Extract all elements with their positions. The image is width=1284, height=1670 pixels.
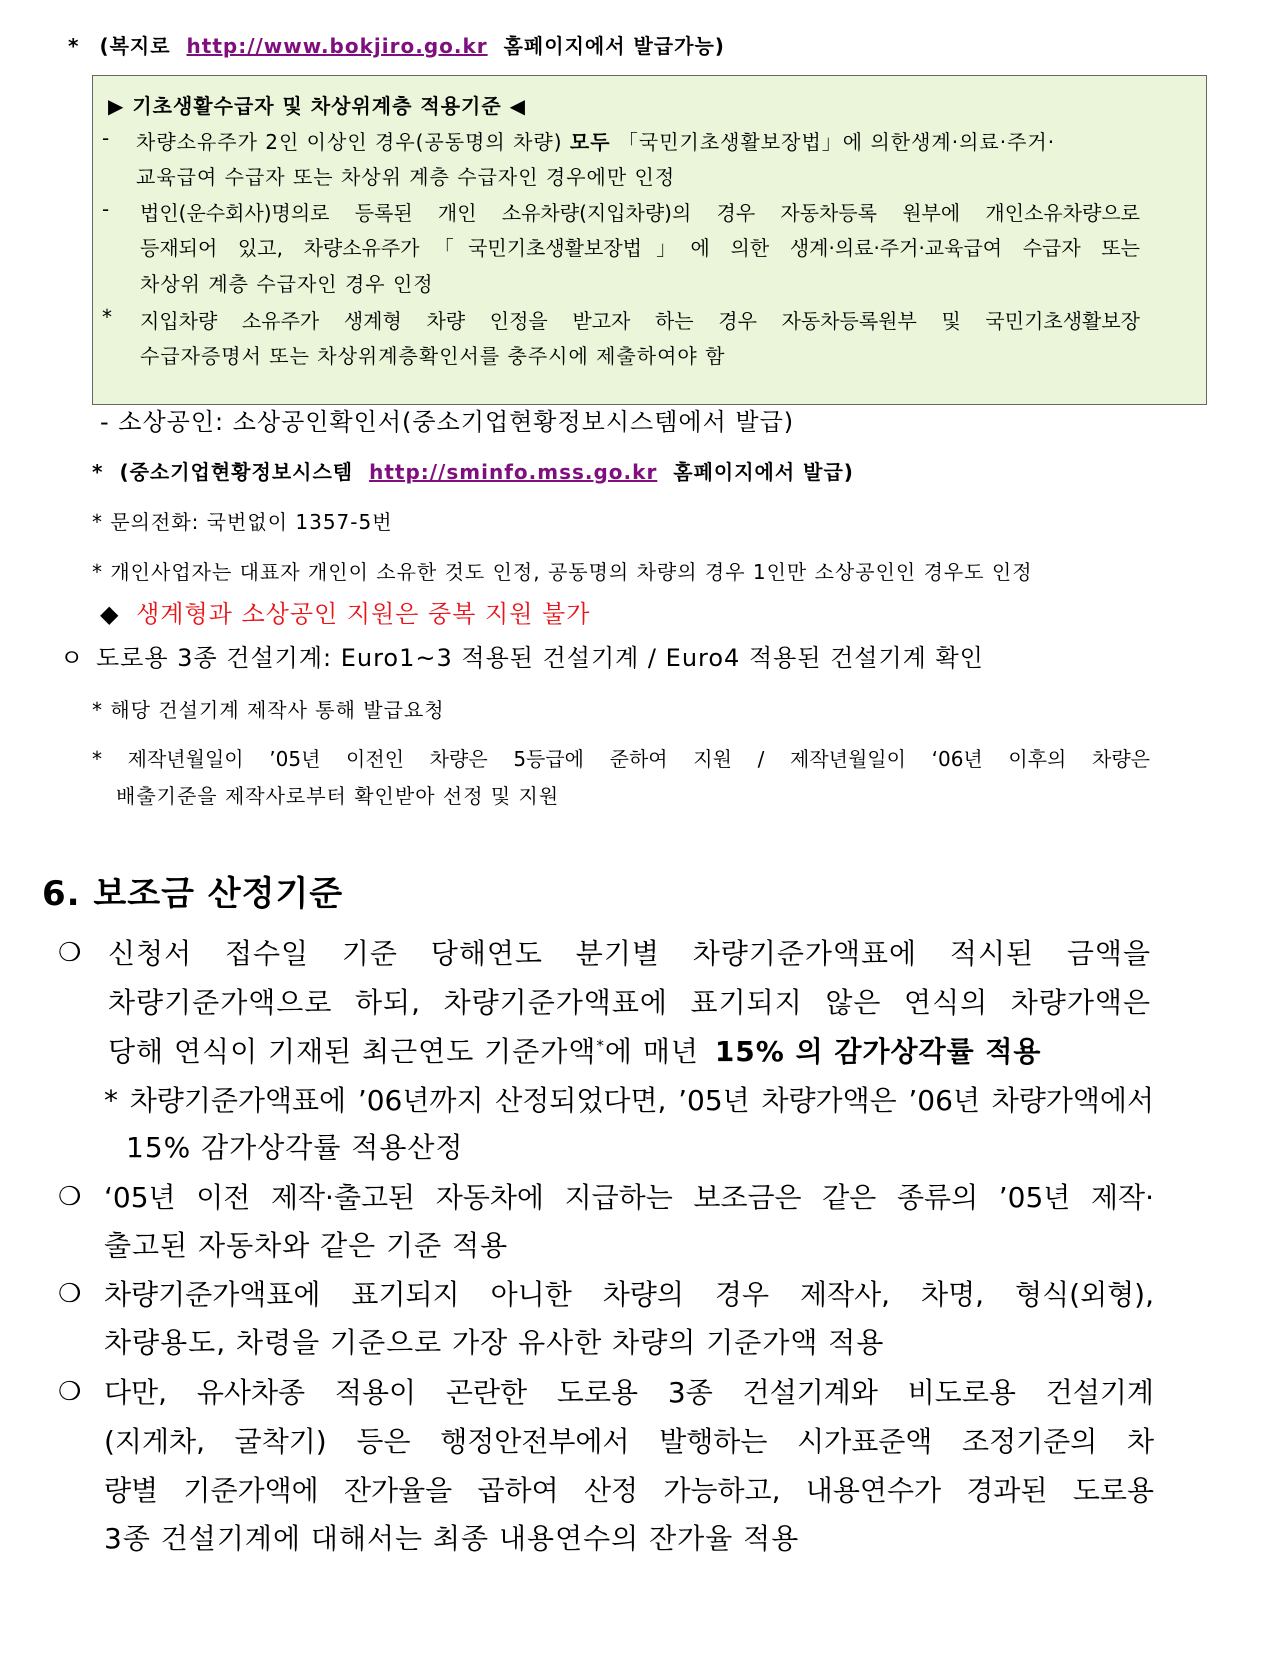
sminfo-suffix: 홈페이지에서 발급) xyxy=(673,460,854,484)
p4-line1: 다만, 유사차종 적용이 곤란한 도로용 3종 건설기계와 비도로용 건설기계 xyxy=(104,1376,1154,1409)
construction-note1: * 해당 건설기계 제작사 통해 발급요청 xyxy=(92,698,445,722)
p4-line2: (지게차, 굴착기) 등은 행정안전부에서 발행하는 시가표준액 조정기준의 차 xyxy=(104,1425,1154,1458)
criteria-item1-dash: - xyxy=(102,126,111,150)
sminfo-link[interactable]: http://sminfo.mss.go.kr xyxy=(369,460,658,484)
p1-line3-mid: 에 매년 xyxy=(604,1035,699,1068)
p1-line3-text: 당해 연식이 기재된 최근연도 기준가액 xyxy=(108,1035,597,1068)
p4-line4: 3종 건설기계에 대해서는 최종 내용연수의 잔가율 적용 xyxy=(104,1522,800,1555)
section-heading: 6. 보조금 산정기준 xyxy=(42,874,344,914)
criteria-item1-line2: 교육급여 수급자 또는 차상위 계층 수급자인 경우에만 인정 xyxy=(136,165,676,189)
criteria-item3-line2: 수급자증명서 또는 차상위계층확인서를 충주시에 제출하여야 함 xyxy=(140,344,726,368)
depreciation-emphasis: 15% 의 감가상각률 적용 xyxy=(714,1035,1042,1068)
criteria-item1-line1 xyxy=(136,126,1055,155)
criteria-item3-line1: 지입차량 소유주가 생계형 차량 인정을 받고자 하는 경우 자동차등록원부 및 국민기초생활보장 xyxy=(140,309,1140,333)
bullet-icon: ❍ xyxy=(58,1279,82,1309)
criteria-item3-star: * xyxy=(102,305,113,329)
criteria-item1-emphasis: 모두 xyxy=(569,130,611,154)
criteria-item2-dash: - xyxy=(102,197,111,221)
construction-note2-line1: * 제작년월일이 ’05년 이전인 차량은 5등급에 준하여 지원 / 제작년월일이 ‘06년 이후의 차량은 xyxy=(92,747,1150,771)
p1-line3 xyxy=(108,1030,1041,1070)
bullet-icon: ❍ xyxy=(58,1182,82,1212)
p1-note-line1: * 차량기준가액표에 ’06년까지 산정되었다면, ’05년 차량가액은 ’06년 차량가액에서 xyxy=(104,1084,1154,1117)
footnote-mark: * xyxy=(596,1036,605,1055)
criteria-item2-line3: 차상위 계층 수급자인 경우 인정 xyxy=(140,272,434,296)
construction-bullet: ㅇ xyxy=(60,644,85,672)
p3-line2: 차량용도, 차령을 기준으로 가장 유사한 차량의 기준가액 적용 xyxy=(104,1326,885,1359)
sminfo-prefix: (중소기업현황정보시스템 xyxy=(119,460,354,484)
note-prefix: (복지로 xyxy=(99,34,171,58)
criteria-title: ▶ 기초생활수급자 및 차상위계층 적용기준 ◀ xyxy=(108,94,527,118)
small-biz-line: - 소상공인: 소상공인확인서(중소기업현황정보시스템에서 발급) xyxy=(100,408,795,436)
bokjiro-note xyxy=(68,30,725,59)
duplicate-support-warning xyxy=(100,594,590,629)
criteria-item1-text: 차량소유주가 2인 이상인 경우(공동명의 차량) xyxy=(136,130,563,154)
p4-line3: 량별 기준가액에 잔가율을 곱하여 산정 가능하고, 내용연수가 경과된 도로용 xyxy=(104,1474,1154,1507)
bullet-icon: ❍ xyxy=(58,938,82,968)
sole-proprietor-note: * 개인사업자는 대표자 개인이 소유한 것도 인정, 공동명의 차량의 경우 1인만 소상공인인 경우도 인정 xyxy=(92,560,1033,584)
diamond-icon: ◆ xyxy=(100,600,120,628)
p2-line2: 출고된 자동차와 같은 기준 적용 xyxy=(104,1229,509,1262)
construction-line: 도로용 3종 건설기계: Euro1~3 적용된 건설기계 / Euro4 적용된 건설기계 확인 xyxy=(96,644,984,672)
p1-note-line2: 15% 감가상각률 적용산정 xyxy=(126,1131,464,1164)
p3-line1: 차량기준가액표에 표기되지 아니한 차량의 경우 제작사, 차명, 형식(외형), xyxy=(104,1278,1154,1311)
sminfo-note xyxy=(92,456,854,485)
p1-line2: 차량기준가액으로 하되, 차량기준가액표에 표기되지 않은 연식의 차량가액은 xyxy=(108,986,1151,1019)
criteria-item2-line2: 등재되어 있고, 차량소유주가「국민기초생활보장법」에 의한 생계·의료·주거·교육급여 수급자 또는 xyxy=(140,236,1140,260)
p1-line1: 신청서 접수일 기준 당해연도 분기별 차량기준가액표에 적시된 금액을 xyxy=(108,937,1151,970)
phone-note: * 문의전화: 국번없이 1357-5번 xyxy=(92,510,393,534)
warning-text: 생계형과 소상공인 지원은 중복 지원 불가 xyxy=(136,600,591,628)
criteria-item2-line1: 법인(운수회사)명의로 등록된 개인 소유차량(지입차량)의 경우 자동차등록 원부에 개인소유차량으로 xyxy=(140,201,1140,225)
p2-line1: ‘05년 이전 제작·출고된 자동차에 지급하는 보조금은 같은 종류의 ’05년 제작· xyxy=(104,1181,1154,1214)
construction-note2-line2: 배출기준을 제작사로부터 확인받아 선정 및 지원 xyxy=(116,784,560,808)
note-suffix: 홈페이지에서 발급가능) xyxy=(503,34,725,58)
note-star: * xyxy=(68,34,80,58)
sminfo-star: * xyxy=(92,460,104,484)
bullet-icon: ❍ xyxy=(58,1377,82,1407)
bokjiro-link[interactable]: http://www.bokjiro.go.kr xyxy=(186,34,488,58)
criteria-item1-law: 「국민기초생활보장법」에 의한생계·의료·주거· xyxy=(617,130,1056,154)
